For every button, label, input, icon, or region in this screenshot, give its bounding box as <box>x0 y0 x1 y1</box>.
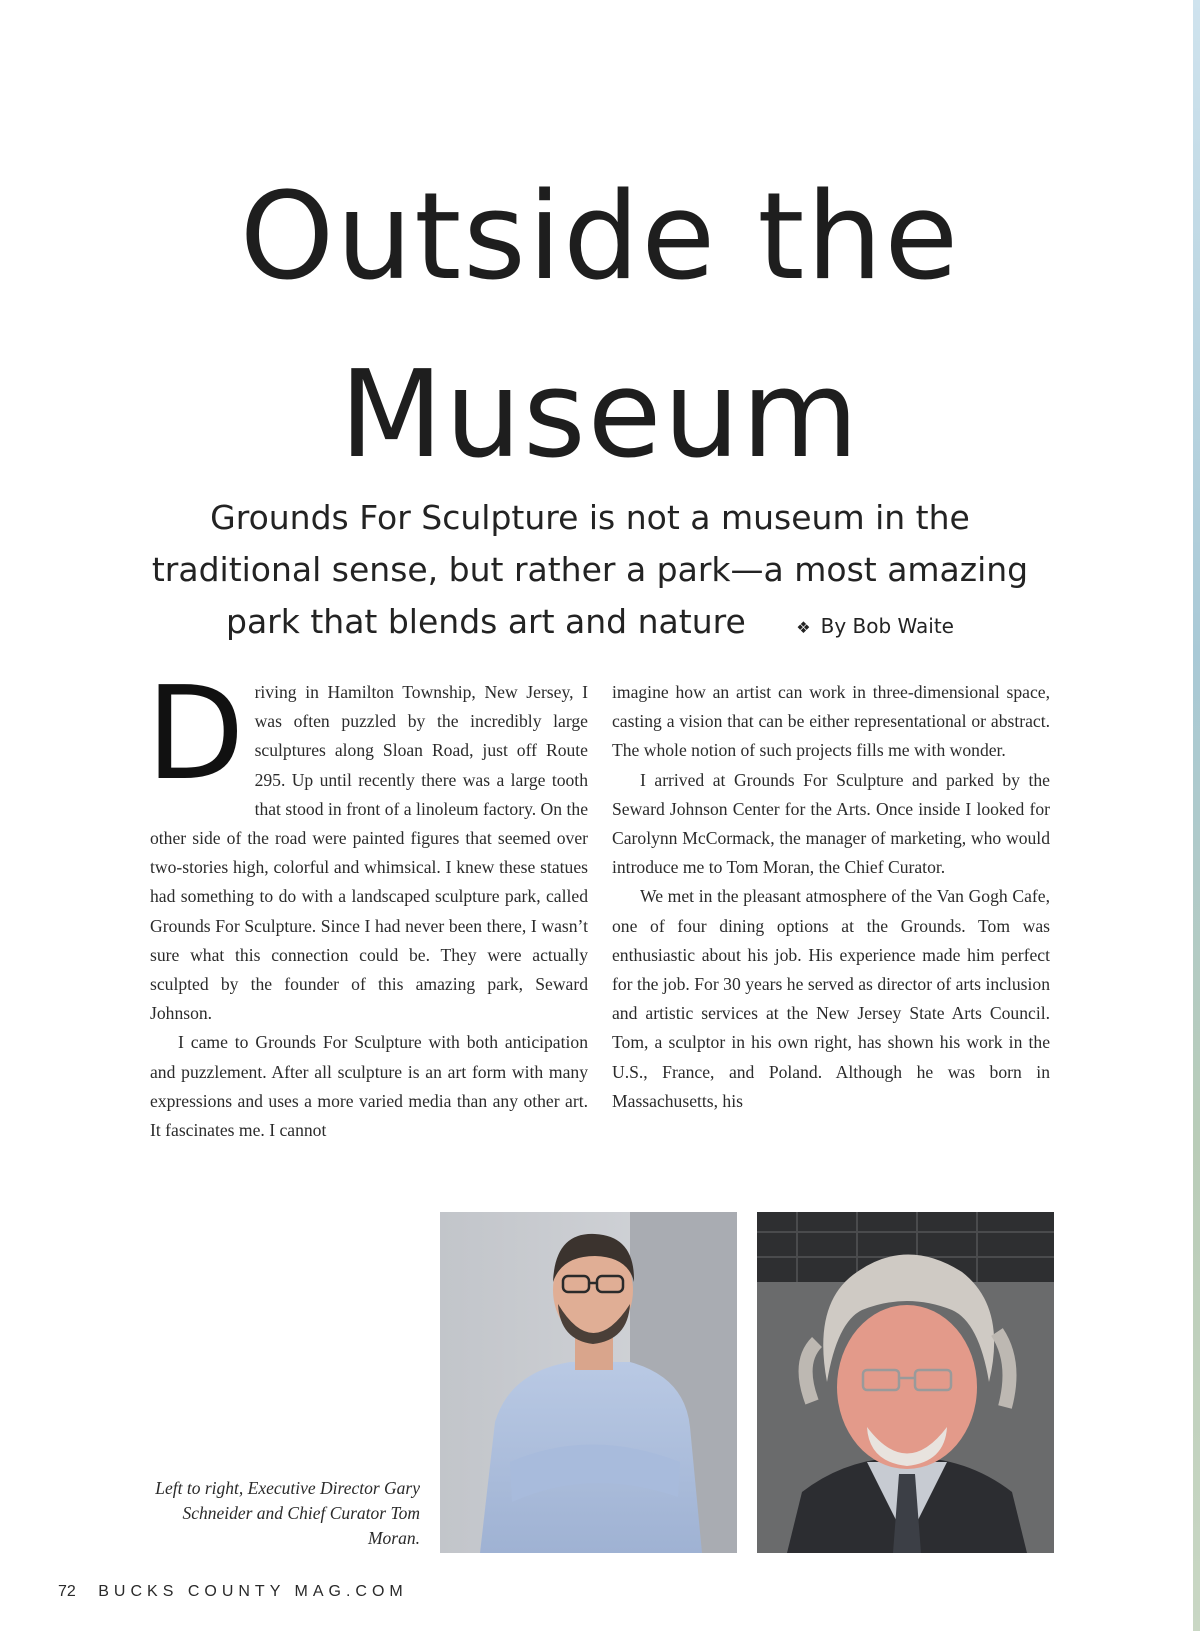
article-column-left <box>146 660 588 1145</box>
paragraph <box>146 660 588 1028</box>
page-footer <box>58 1583 408 1601</box>
paragraph: I arrived at Grounds For Sculpture and parked by the Seward Johnson Center for the Arts. Once inside I looked for Carolynn McCormack, the manager of marketing, who would introduce me to Tom Moran, the Chief Curator. <box>612 769 1050 878</box>
article-deck <box>140 492 1040 654</box>
portrait-right-image <box>757 1212 1054 1553</box>
deck-text: Grounds For Sculpture is not a museum in the traditional sense, but rather a park—a most amazing park that blends art and nature <box>151 498 1029 641</box>
paragraph: imagine how an artist can work in three-dimensional space, casting a vision that can be either representational or abstract. The whole notion of such projects fills me with wonder. <box>612 682 1050 761</box>
portrait-left-image <box>440 1212 737 1553</box>
photo-caption: Left to right, Executive Director Gary Schneider and Chief Curator Tom Moran. <box>155 1478 420 1548</box>
page-number: 72 <box>58 1583 76 1600</box>
publication-site: BUCKS COUNTY MAG.COM <box>98 1583 408 1600</box>
byline-author: By Bob Waite <box>820 614 954 638</box>
photo-tom-moran <box>757 1212 1054 1553</box>
paragraph: We met in the pleasant atmosphere of the Van Gogh Cafe, one of four dining options at the Grounds. Tom was enthusiastic about his job. His experience made him perfect for the job. For 30 years he served as director of arts inclusion and artistic services at the New Jersey State Arts Council. Tom, a sculptor in his own right, has shown his work in the U.S., France, and Poland. Although he was born in Massachusetts, his <box>612 886 1050 1111</box>
photo-gary-schneider <box>440 1212 737 1553</box>
byline <box>796 614 954 638</box>
byline-diamond-icon: ❖ <box>796 618 811 637</box>
article-title-line-1: Outside the <box>239 168 961 307</box>
paragraph-text: riving in Hamilton Township, New Jersey, I was often puzzled by the incredibly large sculptures along Sloan Road, just off Route 295. Up until recently there was a large tooth that stood in front of a linoleum factory. On the other side of the road were painted figures that seemed over two-stories high, colorful and whimsical. I knew these statues had something to do with a landscaped sculpture park, called Grounds For Sculpture. Since I had never been there, I wasn’t sure what this connection could be. They were actually sculpted by the founder of this amazing park, Seward Johnson. <box>150 682 588 1024</box>
article-column-right <box>612 678 1050 1116</box>
article-title-line-2: Museum <box>339 346 861 485</box>
paragraph: I came to Grounds For Sculpture with both anticipation and puzzlement. After all sculpture is an art form with many expressions and uses a more varied media than any other art. It fascinates me. I cannot <box>150 1032 588 1141</box>
drop-cap: D <box>146 660 245 809</box>
